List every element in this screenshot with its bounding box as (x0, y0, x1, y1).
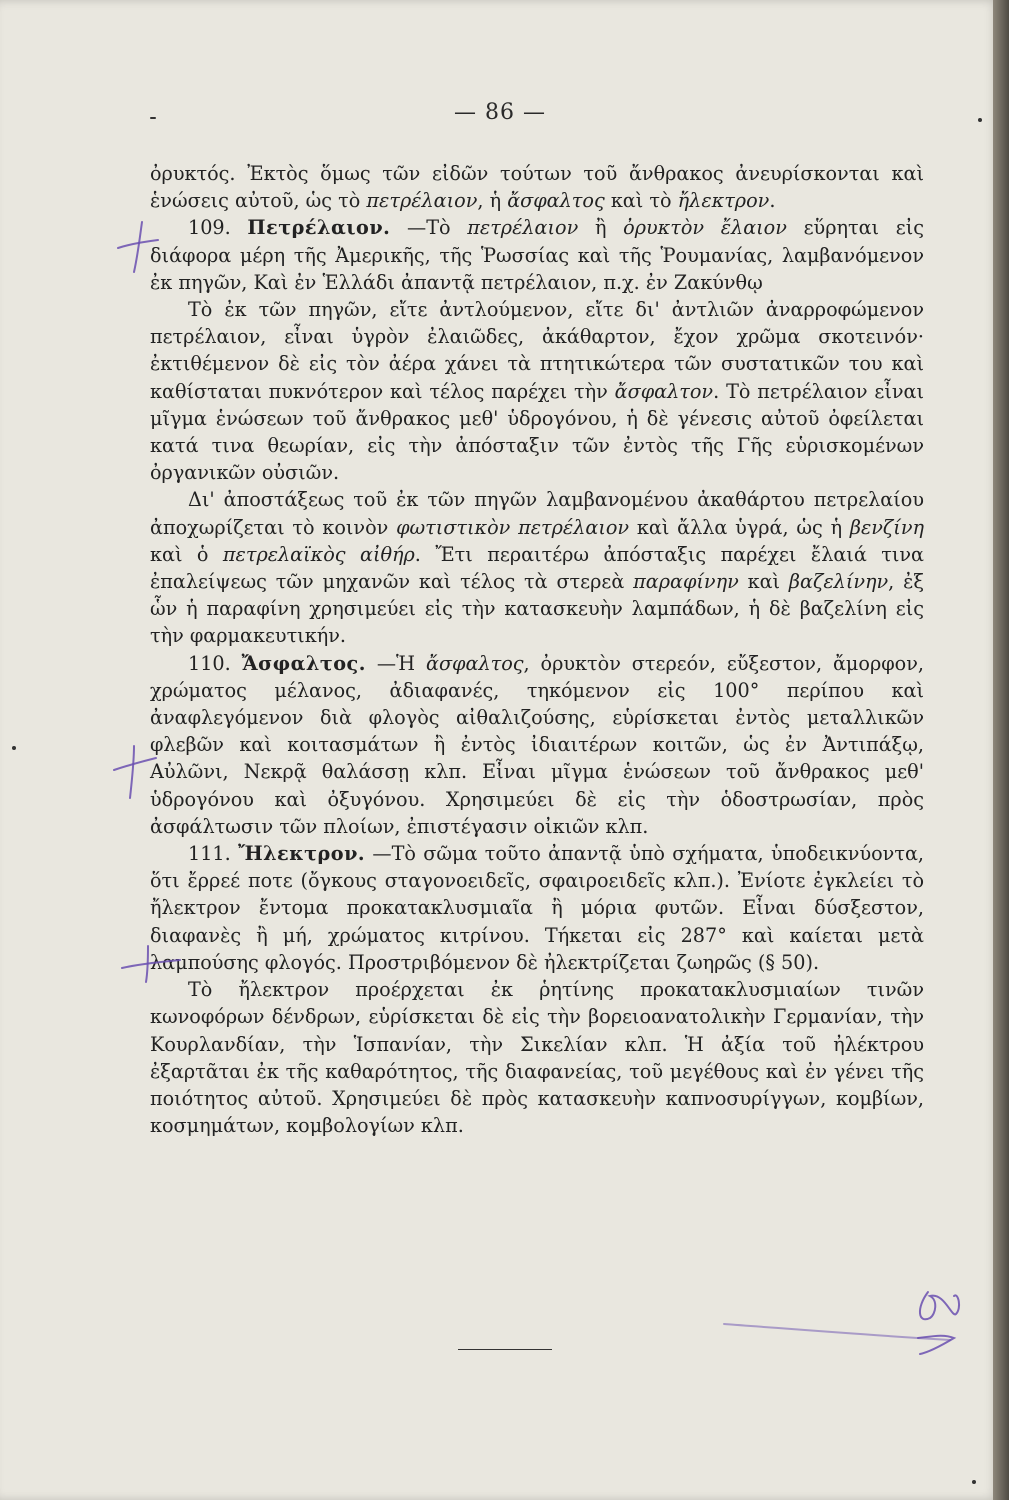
pen-underline-mark (720, 1318, 960, 1348)
pen-scribble-mark (900, 1278, 980, 1358)
text-run: καὶ ἄλλα ὑγρά, ὡς ἡ (629, 515, 850, 539)
paragraph-petroleum-distillation (150, 486, 924, 649)
italic-term: πετρέλαιον (366, 189, 478, 213)
paragraph-111-amber (150, 840, 924, 976)
italic-term: ἤλεκτρον (677, 189, 770, 213)
paragraph-petroleum-properties (150, 296, 924, 486)
text-run: καὶ ὁ (150, 542, 223, 566)
italic-term: ὀρυκτὸν ἔλαιον (623, 216, 787, 240)
page-body-text (150, 160, 924, 1139)
italic-term: πετρελαϊκὸς αἰθήρ (222, 542, 415, 566)
speck-mark (972, 1480, 976, 1484)
speck-mark (12, 746, 16, 750)
paragraph-continuation (150, 160, 924, 214)
italic-term: φωτιστικὸν πετρέλαιον (396, 515, 630, 539)
text-run: καὶ (738, 570, 789, 594)
speck-mark (978, 118, 982, 122)
italic-term: βαζελίνην (788, 570, 889, 594)
text-run: , ἐξ ὧν ἡ παραφίνη χρησιμεύει εἰς τὴν κατασκευὴν λαμπάδων, ἡ δὲ βαζελίνη εἰς τὴν φαρμακευτικήν. (150, 570, 924, 648)
end-rule (458, 1349, 552, 1350)
section-heading: Πετρέλαιον. (247, 216, 391, 240)
italic-term: ἄσφαλτος (426, 651, 524, 675)
text-run: 109. (188, 216, 248, 240)
italic-term: ἄσφαλτον (614, 379, 714, 403)
paragraph-109-petroleum (150, 214, 924, 296)
italic-term: ἄσφαλτος (507, 189, 605, 213)
text-run: Τὸ ἤλεκτρον προέρχεται ἐκ ῥητίνης προκατακλυσμιαίων τινῶν κωνοφόρων δένδρων, εὑρίσκεται δὲ εἰς τὴν βορειοανατολικὴν Γερμανίαν, τὴν Κουρλανδίαν, τὴν Ἱσπανίαν, τὴν Σικελίαν κλπ. Ἡ ἀξία τοῦ ἠλέκτρου ἐξαρτᾶται ἐκ τῆς καθαρότητος, τῆς διαφανείας, τοῦ μεγέθους καὶ ἐν γένει τῆς ποιότητος αὐτοῦ. Χρησιμεύει δὲ πρὸς κατασκευὴν καπνοσυρίγγων, κομβίων, κοσμημάτων, κομβολογίων κλπ. (150, 978, 924, 1138)
italic-term: βενζίνη (849, 515, 924, 539)
text-run: . Ἔτι περαιτέρω ἀπόσταξις παρέχει ἔλαιά τινα ἐπαλείψεως τῶν μηχανῶν καὶ τέλος τὰ στερεὰ (150, 542, 924, 594)
text-run: Δι' ἀποστάξεως τοῦ ἐκ τῶν πηγῶν λαμβανομένου ἀκαθάρτου πετρελαίου ἀποχωρίζεται τὸ κοινὸν (150, 488, 924, 539)
section-heading: Ἤλεκτρον. (238, 842, 366, 866)
page-number: — 86 — (454, 100, 546, 125)
text-run: ἢ (578, 216, 624, 240)
text-run: 111. (188, 842, 239, 866)
text-run: Τὸ ἐκ τῶν πηγῶν, εἴτε ἀντλούμενον, εἴτε δι' ἀντλιῶν ἀναρροφώμενον πετρέλαιον, εἶναι ὑγρὸν ἐλαιῶδες, ἀκάθαρτον, ἔχον χρῶμα σκοτεινόν· ἐκτιθέμενον δὲ εἰς τὸν ἀέρα χάνει τὰ πτητικώτερα τῶν συστατικῶν του καὶ καθίσταται πυκνότερον καὶ τέλος παρέχει τὴν (150, 298, 924, 403)
italic-term: πετρέλαιον (467, 216, 579, 240)
text-run: εὕρηται εἰς διάφορα μέρη τῆς Ἀμερικῆς, τῆς Ῥωσσίας καὶ τῆς Ῥουμανίας, λαμβανόμενον ἐκ πηγῶν, Καὶ ἐν Ἑλλάδι ἀπαντᾷ πετρέλαιον, π.χ. ἐν Ζακύνθῳ (150, 216, 924, 294)
text-run: 110. (188, 651, 242, 675)
paragraph-amber-origin (150, 976, 924, 1139)
text-run: , ἡ (477, 189, 508, 213)
text-run: . (769, 189, 776, 213)
speck-mark (150, 117, 156, 119)
section-heading: Ἄσφαλτος. (241, 651, 366, 675)
text-run: —Τὸ (390, 216, 468, 240)
text-run: —Ἡ (365, 651, 426, 675)
text-run: . Τὸ πετρέλαιον εἶναι μῖγμα ἑνώσεων τοῦ ἄνθρακος μεθ' ὑδρογόνου, ἡ δὲ γένεσις αὐτοῦ ὀφείλεται κατά τινα θεωρίαν, εἰς τὴν ἀπόσταξιν τῶν ἐντὸς τῆς Γῆς εὑρισκομένων ὀργανικῶν οὐσιῶν. (150, 379, 924, 485)
text-run: ὀρυκτός. Ἐκτὸς ὅμως τῶν εἰδῶν τούτων τοῦ ἄνθρακος ἀνευρίσκονται καὶ ἑνώσεις αὐτοῦ, ὡς τὸ (150, 162, 924, 213)
paragraph-110-asphalt (150, 650, 924, 840)
text-run: καὶ τὸ (604, 189, 678, 213)
text-run: —Τὸ σῶμα τοῦτο ἀπαντᾷ ὑπὸ σχήματα, ὑποδεικνύοντα, ὅτι ἔρρεέ ποτε (ὄγκους σταγονοειδεῖς, σφαιροειδεῖς κλπ.). Ἐνίοτε ἐγκλείει τὸ ἤλεκτρον ἔντομα προκατακλυσμιαῖα ἢ μόρια φυτῶν. Εἶναι δύσξεστον, διαφανὲς ἢ μή, χρώματος κιτρίνου. Τήκεται εἰς 287° καὶ καίεται μετὰ λαμπούσης φλογός. Προστριβόμενον δὲ ἠλεκτρίζεται ζωηρῶς (§ 50). (150, 842, 925, 974)
italic-term: παραφίνην (633, 570, 739, 594)
book-spine-edge (993, 0, 1009, 1500)
text-run: , ὀρυκτὸν στερεόν, εὔξεστον, ἄμορφον, χρώματος μέλανος, ἀδιαφανές, τηκόμενον εἰς 100° περίπου καὶ ἀναφλεγόμενον διὰ φλογὸς αἰθαλιζούσης, εὑρίσκεται ἐντὸς μεταλλικῶν φλεβῶν καὶ κοιτασμάτων ἢ ἐντὸς ἰδιαιτέρων κοιτῶν, ὡς ἐν Ἀντιπάξῳ, Αὐλῶνι, Νεκρᾷ θαλάσσῃ κλπ. Εἶναι μῖγμα ἑνώσεων τοῦ ἄνθρακος μεθ' ὑδρογόνου καὶ ὀξυγόνου. Χρησιμεύει δὲ εἰς τὴν ὁδοστρωσίαν, πρὸς ἀσφάλτωσιν τῶν πλοίων, ἐπιστέγασιν οἰκιῶν κλπ. (150, 651, 924, 838)
